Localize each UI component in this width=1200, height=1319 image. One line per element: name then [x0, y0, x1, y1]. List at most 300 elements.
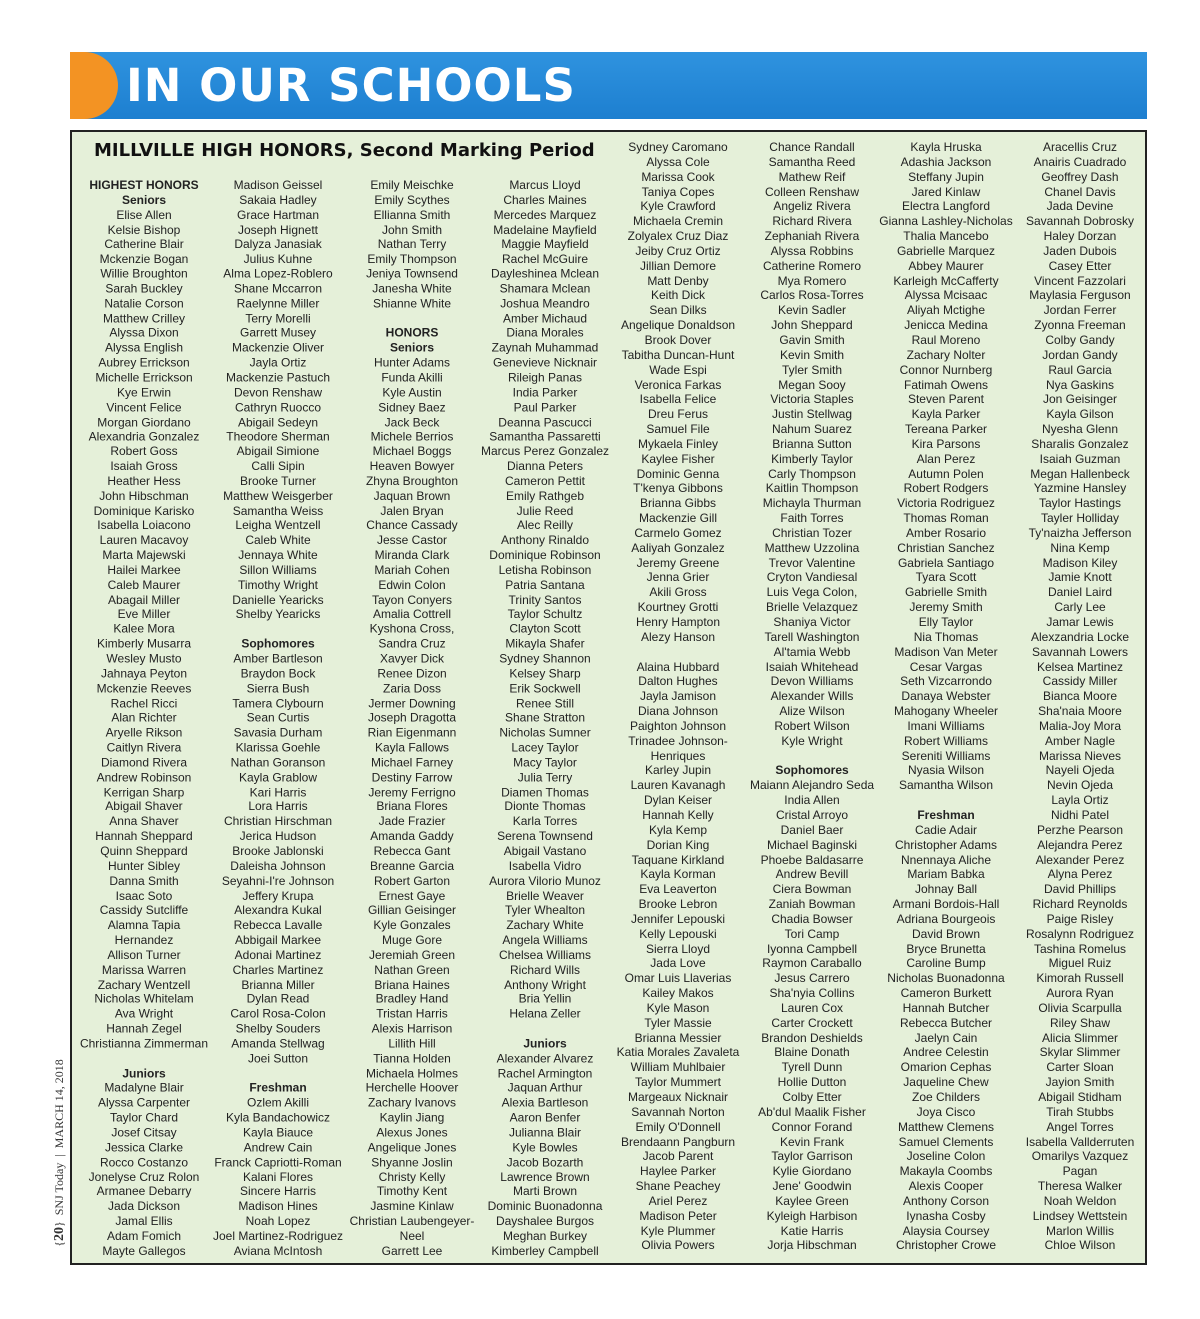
page-number: 20 [52, 1227, 67, 1242]
student-name: Jeiby Cruz Ortiz [635, 243, 721, 258]
student-name: Noah Lopez [245, 1214, 311, 1229]
student-name: Tabitha Duncan-Hunt [621, 347, 735, 362]
student-name: Megan Hallenbeck [1030, 466, 1130, 481]
student-name: Isabella Vallderruten [1025, 1134, 1135, 1149]
student-name: Kyle Gonzales [373, 918, 451, 933]
student-name: Marissa Cook [641, 169, 715, 184]
student-name: Alyssa Dixon [109, 326, 179, 340]
student-name: Lacey Taylor [511, 740, 579, 755]
student-name: Lora Harris [248, 799, 308, 814]
student-name: Chanel Davis [1044, 184, 1116, 199]
honors-column [744, 140, 880, 1253]
student-name: Adashia Jackson [900, 154, 992, 169]
student-name: Rebecca Gant [373, 844, 451, 859]
group-heading: Freshman [249, 1080, 307, 1095]
student-name: Blaine Donath [774, 1045, 850, 1060]
student-name: Emily Meischke [370, 178, 454, 192]
student-name: Andrew Cain [243, 1140, 313, 1155]
student-name: David Phillips [1043, 882, 1117, 897]
student-name: Aviana McIntosh [233, 1243, 323, 1258]
student-name: Hannah Kelly [642, 807, 714, 822]
student-name: Sydney Shannon [499, 651, 591, 666]
student-name: Maylasia Ferguson [1029, 288, 1131, 303]
student-name: Dominic Genna [636, 466, 720, 481]
student-name: Klarissa Goehle [235, 740, 321, 755]
student-name: Kye Erwin [116, 385, 172, 400]
student-name: Sereniti Williams [901, 748, 991, 763]
student-name: Connor Nurnberg [899, 362, 993, 377]
student-name: Diana Johnson [637, 704, 719, 719]
student-name: Chelsea Williams [498, 947, 592, 962]
student-name: Brooke Lebron [638, 897, 718, 912]
student-name: Emily O'Donnell [635, 1119, 721, 1134]
student-name: Tyler Whealton [504, 903, 586, 918]
student-name: Kayla Biauce [242, 1125, 314, 1140]
student-name: Dylan Keiser [643, 793, 713, 808]
student-name: Dominique Karisko [93, 503, 195, 518]
student-name: Joel Martinez-Rodriguez [212, 1228, 344, 1243]
student-name: Zachary Nolter [906, 347, 986, 362]
student-name: Alexzandria Locke [1030, 629, 1130, 644]
honors-column [878, 140, 1014, 1253]
student-name: Armanee Debarry [96, 1184, 192, 1199]
student-name: Alyssa Mcisaac [904, 288, 988, 303]
student-name: Sha'naia Moore [1038, 704, 1122, 719]
student-name: Joseph Hignett [237, 222, 319, 237]
student-name: Olivia Scarpulla [1038, 1000, 1122, 1015]
student-name: Alamna Tapia [107, 918, 181, 933]
student-name: Jonelyse Cruz Rolon [88, 1169, 200, 1184]
student-name: Andree Celestin [903, 1045, 989, 1060]
group-heading: Juniors [122, 1066, 166, 1081]
student-name: Colleen Renshaw [764, 184, 860, 199]
student-name: Dylan Read [246, 992, 310, 1007]
student-name: Genevieve Nicknair [492, 355, 598, 370]
student-name: Shelby Yearicks [235, 607, 321, 622]
student-name: Taylor Chard [109, 1110, 179, 1125]
student-name: Jeniya Townsend [366, 266, 458, 281]
student-name: Angela Williams [502, 932, 588, 947]
student-name: Emily Scythes [374, 192, 450, 207]
student-name: Angel Torres [1046, 1119, 1114, 1134]
student-name: Alan Richter [111, 710, 177, 725]
student-name: Catherine Romero [762, 258, 862, 273]
student-name: Alezy Hanson [640, 629, 716, 644]
student-name: Madelaine Mayfield [493, 222, 597, 237]
student-name: Samuel Clements [898, 1134, 994, 1149]
student-name: Ellianna Smith [373, 207, 451, 222]
student-name: Kyle Austin [382, 385, 442, 400]
student-name: Nayeli Ojeda [1045, 763, 1115, 778]
student-name: Tashina Romelus [1033, 941, 1127, 956]
student-name: Jeremy Ferrigno [368, 784, 456, 799]
student-name: Carter Sloan [1046, 1060, 1114, 1075]
student-name: Theodore Sherman [226, 429, 330, 444]
student-name: Tarell Washington [764, 629, 860, 644]
student-name: Rebecca Lavalle [233, 918, 323, 933]
student-name: Herchelle Hoover [365, 1080, 459, 1095]
student-name: Hailei Markee [107, 562, 181, 577]
student-name: Nyasia Wilson [907, 763, 985, 778]
student-name: Sandra Cruz [378, 636, 446, 651]
student-name: Jeremy Smith [909, 600, 983, 615]
student-name: Trevor Valentine [768, 555, 856, 570]
student-name: Autumn Polen [908, 466, 984, 481]
student-name: Briana Flores [376, 799, 448, 814]
student-name: Jillian Demore [639, 258, 717, 273]
student-name: Destiny Farrow [371, 770, 453, 785]
student-name: Leigha Wentzell [235, 518, 321, 533]
student-name: Carlos Rosa-Torres [760, 288, 864, 303]
student-name: Abigail Simione [236, 444, 320, 459]
student-name: Anthony Wright [504, 977, 586, 992]
student-name: Anna Shaver [109, 814, 179, 829]
student-name: Kyla Kemp [648, 822, 708, 837]
student-name: Mariah Cohen [374, 562, 450, 577]
student-name: Robert Rodgers [903, 481, 989, 496]
student-name: Gianna Lashley-Nicholas [879, 214, 1013, 229]
student-name: Braydon Bock [240, 666, 316, 681]
student-name: Mckenzie Bogan [99, 252, 189, 266]
student-name: Carter Crockett [771, 1015, 853, 1030]
honors-column [610, 140, 746, 1253]
student-name: Shane Peachey [635, 1179, 721, 1194]
group-heading: Juniors [523, 1036, 567, 1051]
student-name: Rocco Costanzo [99, 1154, 189, 1169]
student-name: Robert Wilson [774, 718, 850, 733]
student-name: Cadie Adair [914, 822, 978, 837]
student-name: Paighton Johnson [629, 718, 727, 733]
student-name: Rileigh Panas [507, 370, 583, 385]
student-name: Jenicca Medina [904, 318, 988, 333]
student-name: Fatimah Owens [903, 377, 989, 392]
student-name: Eve Miller [117, 607, 171, 622]
student-name: Aracellis Cruz [1042, 140, 1117, 154]
student-name: Morgan Giordano [97, 414, 191, 429]
student-name: Omarion Cephas [900, 1060, 992, 1075]
student-name: Michaela Holmes [365, 1066, 459, 1081]
student-name: Dionte Thomas [504, 799, 586, 814]
student-name: Imani Williams [907, 718, 985, 733]
student-name: Amber Bartleson [233, 651, 323, 666]
student-name: Brianna Messier [634, 1030, 722, 1045]
student-name: Vincent Fazzolari [1034, 273, 1126, 288]
student-name: Samantha Weiss [232, 503, 324, 518]
student-name: Mathew Reif [778, 169, 846, 184]
student-name: Brendaann Pangburn [620, 1134, 736, 1149]
student-name: Alexus Jones [376, 1125, 448, 1140]
student-name: Kimberley Campbell [491, 1243, 599, 1258]
student-name: Julius Kuhne [243, 252, 313, 266]
student-name: Mikayla Shafer [505, 636, 585, 651]
student-name: Michelle Errickson [95, 370, 193, 385]
student-name: Garrett Lee [381, 1243, 443, 1258]
student-name: Taylor Hastings [1038, 496, 1122, 511]
student-name: Miguel Ruiz [1048, 956, 1112, 971]
student-name: Alaysia Coursey [902, 1223, 990, 1238]
student-name: Megan Sooy [778, 377, 846, 392]
student-name: Sincere Harris [239, 1184, 317, 1199]
student-name: Brooke Turner [239, 474, 317, 489]
student-name: Chance Randall [769, 140, 855, 154]
student-name: Chloe Wilson [1044, 1238, 1116, 1253]
student-name: Brielle Weaver [506, 888, 584, 903]
student-name: Emily Thompson [367, 252, 457, 266]
student-name: T'kenya Gibbons [633, 481, 723, 496]
student-name: Miranda Clark [374, 548, 450, 563]
student-name: Samantha Reed [768, 154, 856, 169]
student-name: Kayla Gilson [1046, 407, 1114, 422]
student-name: Tyler Smith [781, 362, 842, 377]
student-name: Neel [399, 1228, 425, 1243]
student-name: Brianna Gibbs [639, 496, 717, 511]
student-name: Trinadee Johnson- [628, 733, 728, 748]
student-name: Angelique Jones [367, 1140, 457, 1155]
student-name: Sean Curtis [246, 710, 310, 725]
student-name: Kelly Lepouski [639, 926, 717, 941]
student-name: Marlon Willis [1045, 1223, 1114, 1238]
student-name: Devon Williams [770, 674, 854, 689]
student-name: Kourtney Grotti [637, 600, 719, 615]
student-name: Mackenzie Gill [638, 511, 718, 526]
student-name: Andrew Robinson [96, 770, 192, 785]
student-name: Chadia Bowser [771, 911, 853, 926]
student-name: Muge Gore [381, 932, 443, 947]
student-name: Aurora Vilorio Munoz [489, 873, 601, 888]
student-name: Victoria Rodriguez [897, 496, 995, 511]
student-name: Tianna Holden [373, 1051, 451, 1066]
student-name: Angelique Donaldson [620, 318, 736, 333]
student-name: Henriques [650, 748, 706, 763]
student-name: Wade Espi [649, 362, 707, 377]
student-name: Garrett Musey [239, 326, 317, 340]
student-name: Caroline Bump [906, 956, 986, 971]
student-name: Tayler Holliday [1040, 511, 1120, 526]
student-name: Matthew Uzzolina [764, 540, 860, 555]
student-name: Sidney Baez [378, 400, 446, 415]
student-name: Abigail Sedeyn [237, 414, 319, 429]
student-name: Nnennaya Aliche [900, 852, 992, 867]
student-name: Dorian King [646, 837, 710, 852]
student-name: Abagail Miller [107, 592, 181, 607]
student-name: Raymon Caraballo [762, 956, 862, 971]
student-name: Jayla Ortiz [249, 355, 307, 370]
student-name: Raul Garcia [1048, 362, 1112, 377]
student-name: Kayla Parker [911, 407, 981, 422]
student-name: Zolyalex Cruz Diaz [627, 229, 729, 244]
student-name: Dreu Ferus [647, 407, 709, 422]
student-name: Mckenzie Reeves [96, 681, 192, 696]
student-name: Tyara Scott [915, 570, 977, 585]
student-name: Robert Goss [110, 444, 178, 459]
student-name: Seth Vizcarrondo [900, 674, 992, 689]
student-name: Aaliyah Gonzalez [631, 540, 725, 555]
student-name: Kevin Frank [779, 1134, 845, 1149]
student-name: Taylor Mummert [634, 1075, 721, 1090]
student-name: Alyssa Cole [646, 154, 710, 169]
student-name: Noah Weldon [1043, 1193, 1117, 1208]
student-name: Catherine Blair [104, 237, 184, 252]
student-name: Tristan Harris [376, 1006, 448, 1021]
student-name: Abbigail Markee [234, 932, 322, 947]
student-name: Shamara Mclean [499, 281, 591, 296]
student-name: Tereana Parker [904, 422, 988, 437]
student-name: Mackenzie Oliver [231, 340, 325, 355]
student-name: Jeffery Krupa [242, 888, 314, 903]
student-name: Calli Sipin [251, 459, 305, 474]
student-name: Zoe Childers [911, 1090, 981, 1104]
group-subheading: Seniors [389, 340, 434, 355]
student-name: Rachel Armington [497, 1066, 593, 1081]
student-name: Savannah Dobrosky [1025, 214, 1135, 229]
student-name: Ernest Gaye [378, 888, 446, 903]
student-name: Patria Santana [505, 577, 585, 592]
student-name: Carly Thompson [768, 466, 856, 481]
student-name: Meghan Burkey [502, 1228, 588, 1243]
group-heading: Sophomores [775, 763, 849, 778]
student-name: Diamond Rivera [100, 755, 188, 770]
student-name: Jacob Parent [642, 1149, 714, 1164]
student-name: Tamera Clybourn [232, 696, 324, 711]
student-name: Amber Nagle [1044, 733, 1116, 748]
student-name: Kari Harris [249, 784, 307, 799]
student-name: Joei Sutton [247, 1051, 309, 1066]
student-name: Jennifer Lepouski [630, 911, 726, 926]
student-name: Josef Citsay [111, 1125, 177, 1140]
student-name: Keith Dick [650, 288, 706, 303]
student-name: Nya Gaskins [1045, 377, 1115, 392]
student-name: Isabella Felice [639, 392, 717, 407]
student-name: Ty'naizha Jefferson [1028, 525, 1132, 540]
student-name: Julia Terry [517, 770, 573, 785]
student-name: Danielle Yearicks [232, 592, 324, 607]
student-name: Erik Sockwell [509, 681, 581, 696]
student-name: Aubrey Errickson [98, 355, 190, 370]
student-name: Andrew Bevill [775, 867, 849, 882]
student-name: Brielle Velazquez [765, 600, 859, 615]
student-name: Colby Etter [782, 1090, 842, 1104]
student-name: Dalyza Janasiak [234, 237, 322, 252]
student-name: Caitlyn Rivera [106, 740, 182, 755]
student-name: Iynasha Cosby [906, 1208, 986, 1223]
student-name: Tyler Massie [644, 1015, 712, 1030]
student-name: Alexandra Kukal [234, 903, 322, 918]
group-heading: Freshman [917, 807, 975, 822]
student-name: Jasmine Kinlaw [370, 1199, 454, 1214]
student-name: Funda Akilli [381, 370, 443, 385]
student-name: Mahogany Wheeler [893, 704, 999, 719]
student-name: Christian Sanchez [897, 540, 995, 555]
student-name: Maiann Alejandro Seda [749, 778, 875, 793]
student-name: Caleb White [245, 533, 311, 548]
student-name: Matthew Crilley [102, 311, 186, 326]
publication-date: MARCH 14, 2018 [52, 1059, 66, 1149]
student-name: Christy Kelly [378, 1169, 446, 1184]
honors-panel [70, 130, 1147, 1265]
student-name: Zachary Ivanovs [367, 1095, 457, 1110]
student-name: Anairis Cuadrado [1033, 154, 1127, 169]
footer-separator: | [52, 1154, 66, 1157]
student-name: Kayla Grablow [238, 770, 318, 785]
student-name: Karla Torres [512, 814, 578, 829]
student-name: Jamar Lewis [1046, 615, 1114, 629]
student-name: Alejandra Perez [1037, 837, 1123, 852]
student-name: Zhyna Broughton [365, 474, 459, 489]
student-name: Paul Parker [513, 400, 577, 415]
student-name: Alaina Hubbard [636, 659, 720, 674]
student-name: Kaylee Fisher [641, 451, 715, 466]
student-name: Elise Allen [116, 207, 172, 222]
student-name: Marcus Perez Gonzalez [480, 444, 610, 459]
student-name: David Brown [911, 926, 981, 941]
student-name: Richard Wills [509, 962, 580, 977]
student-name: Gabrielle Marquez [896, 243, 996, 258]
student-name: Terry Morelli [245, 311, 311, 326]
student-name: India Parker [512, 385, 578, 400]
student-name: Alicia Slimmer [1041, 1030, 1118, 1045]
student-name: Kyle Mason [646, 1000, 710, 1015]
student-name: Al'tamia Webb [773, 644, 851, 659]
page-footer-vertical: {20} SNJ Today | MARCH 14, 2018 [52, 1059, 67, 1247]
student-name: Isaac Soto [115, 888, 173, 903]
student-name: Jada Devine [1046, 199, 1114, 214]
student-name: Elly Taylor [918, 615, 974, 629]
student-name: Colby Gandy [1045, 332, 1115, 347]
student-name: Danna Smith [109, 873, 179, 888]
student-name: Shane Mccarron [233, 281, 323, 296]
student-name: Faith Torres [780, 511, 844, 526]
student-name: Ariel Perez [648, 1193, 708, 1208]
student-name: Jeremiah Green [368, 947, 456, 962]
student-name: Jahnaya Peyton [100, 666, 188, 681]
student-name: Cristal Arroyo [775, 807, 849, 822]
student-name: Timothy Wright [237, 577, 318, 592]
student-name: Bria Yellin [518, 992, 572, 1007]
student-name: Jaquan Brown [373, 488, 451, 503]
student-name: Brook Dover [644, 332, 712, 347]
student-name: Kyshona Cross, [369, 622, 455, 637]
student-name: Christopher Crowe [895, 1238, 997, 1253]
student-name: Kimberly Musarra [96, 636, 192, 651]
student-name: Renee Still [515, 696, 575, 711]
student-name: Charles Maines [503, 192, 587, 207]
student-name: Michael Baginski [766, 837, 858, 852]
student-name: Joseph Dragotta [367, 710, 457, 725]
student-name: Alyssa English [104, 340, 184, 355]
student-name: Shaniya Victor [773, 615, 851, 629]
student-name: Alma Lopez-Roblero [223, 266, 333, 281]
group-heading: HIGHEST HONORS [89, 178, 199, 192]
student-name: Joseline Colon [906, 1149, 986, 1164]
student-name: John Hibschman [99, 488, 189, 503]
student-name: Sierra Bush [246, 681, 310, 696]
student-name: Jordan Gandy [1042, 347, 1118, 362]
student-name: Nicholas Whitelam [94, 992, 194, 1007]
student-name: Isabella Vidro [508, 858, 582, 873]
student-name: Sean Dilks [649, 303, 707, 318]
student-name: Makayla Coombs [899, 1164, 993, 1179]
student-name: Riley Shaw [1049, 1015, 1111, 1030]
student-name: Luis Vega Colon, [766, 585, 858, 600]
student-name: Anthony Rinaldo [500, 533, 590, 548]
student-name: Jorja Hibschman [767, 1238, 857, 1253]
student-name: Charles Martinez [232, 962, 324, 977]
student-name: Hernandez [114, 932, 174, 947]
student-name: Cassidy Miller [1042, 674, 1118, 689]
student-name: Abigail Shaver [105, 799, 183, 814]
student-name: Danaya Webster [901, 689, 991, 704]
student-name: Daleisha Johnson [230, 858, 326, 873]
